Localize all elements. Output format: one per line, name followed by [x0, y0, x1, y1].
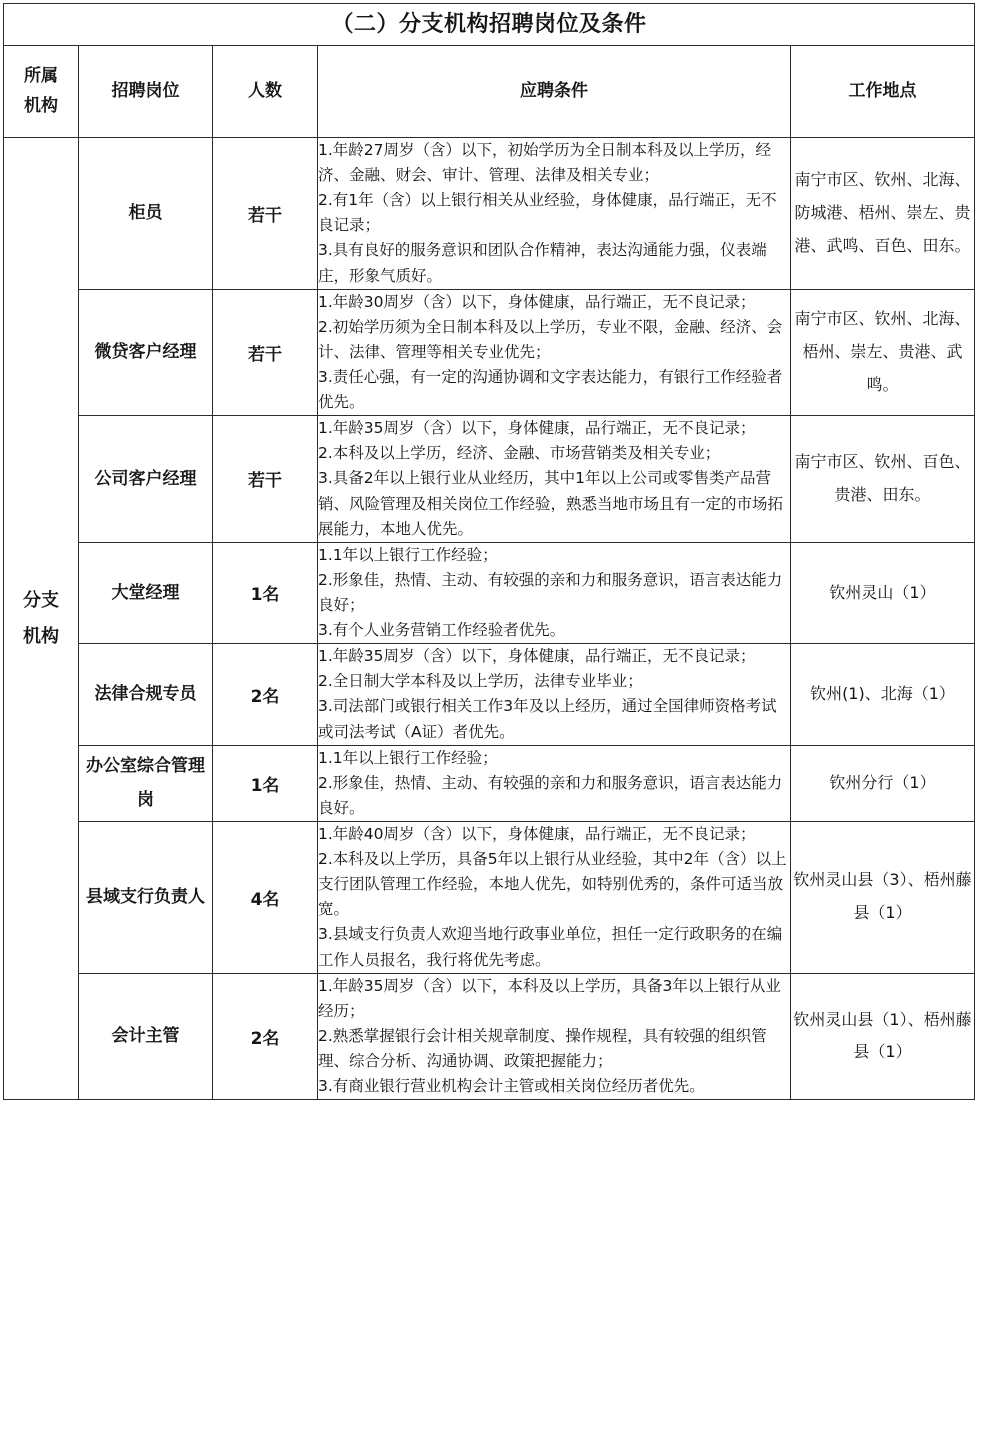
position-name: 会计主管: [79, 973, 213, 1100]
requirement-line: 1.年龄35周岁（含）以下，本科及以上学历，具备3年以上银行从业经历；: [318, 976, 781, 1020]
position-location: 南宁市区、钦州、北海、梧州、崇左、贵港、武鸣。: [791, 289, 975, 416]
title-row: [4, 4, 975, 46]
table-row: [4, 542, 975, 643]
requirement-line: 2.本科及以上学历，具备5年以上银行从业经验，其中2年（含）以上支行团队管理工作经验，本地人优先，如特别优秀的，条件可适当放宽。: [318, 850, 787, 919]
column-header-position: 招聘岗位: [79, 46, 213, 138]
table-row: [4, 821, 975, 973]
table-row: [4, 644, 975, 745]
position-count: 1名: [213, 542, 318, 643]
requirement-line: 1.年龄30周岁（含）以下，身体健康，品行端正，无不良记录；: [318, 292, 756, 311]
position-location: 钦州灵山（1）: [791, 542, 975, 643]
requirement-line: 2.熟悉掌握银行会计相关规章制度、操作规程，具有较强的组织管理、综合分析、沟通协调、政策把握能力；: [318, 1026, 767, 1070]
requirement-line: 3.具有良好的服务意识和团队合作精神，表达沟通能力强，仪表端庄，形象气质好。: [318, 241, 767, 285]
position-count: 1名: [213, 745, 318, 821]
requirement-line: 1.1年以上银行工作经验；: [318, 748, 498, 767]
position-location: 钦州灵山县（3）、梧州藤县（1）: [791, 821, 975, 973]
position-location: 南宁市区、钦州、北海、防城港、梧州、崇左、贵港、武鸣、百色、田东。: [791, 138, 975, 290]
position-location: 钦州灵山县（1）、梧州藤县（1）: [791, 973, 975, 1100]
column-header-requirements: 应聘条件: [318, 46, 791, 138]
requirement-line: 1.年龄27周岁（含）以下，初始学历为全日制本科及以上学历，经济、金融、财会、审计、管理、法律及相关专业；: [318, 141, 772, 185]
position-requirements: [318, 821, 791, 973]
org-merged-cell: 分支 机构: [4, 138, 79, 1100]
requirement-line: 1.年龄40周岁（含）以下，身体健康，品行端正，无不良记录；: [318, 824, 756, 843]
position-location: 钦州分行（1）: [791, 745, 975, 821]
position-name: 法律合规专员: [79, 644, 213, 745]
position-count: 4名: [213, 821, 318, 973]
table-row: [4, 138, 975, 290]
position-count: 若干: [213, 289, 318, 416]
position-location: 南宁市区、钦州、百色、贵港、田东。: [791, 416, 975, 543]
position-count: 若干: [213, 138, 318, 290]
position-count: 2名: [213, 644, 318, 745]
position-count: 2名: [213, 973, 318, 1100]
requirement-line: 3.司法部门或银行相关工作3年及以上经历，通过全国律师资格考试或司法考试（A证）者优先。: [318, 697, 777, 741]
position-requirements: [318, 644, 791, 745]
position-name: 办公室综合管理岗: [79, 745, 213, 821]
position-requirements: [318, 745, 791, 821]
position-location: 钦州(1)、北海（1）: [791, 644, 975, 745]
table-row: [4, 416, 975, 543]
requirement-line: 3.责任心强，有一定的沟通协调和文字表达能力，有银行工作经验者优先。: [318, 367, 783, 412]
table-row: [4, 973, 975, 1100]
position-name: 县域支行负责人: [79, 821, 213, 973]
requirement-line: 1.年龄35周岁（含）以下，身体健康，品行端正，无不良记录；: [318, 647, 756, 666]
requirement-line: 1.年龄35周岁（含）以下，身体健康，品行端正，无不良记录；: [318, 419, 756, 438]
column-header-location: 工作地点: [791, 46, 975, 138]
column-header-org: 所属 机构: [4, 46, 79, 138]
requirement-line: 3.具备2年以上银行业从业经历，其中1年以上公司或零售类产品营销、风险管理及相关岗位工作经验，熟悉当地市场且有一定的市场拓展能力，本地人优先。: [318, 469, 784, 538]
position-name: 柜员: [79, 138, 213, 290]
position-count: 若干: [213, 416, 318, 543]
position-requirements: [318, 973, 791, 1100]
position-name: 公司客户经理: [79, 416, 213, 543]
requirement-line: 2.有1年（含）以上银行相关从业经验，身体健康，品行端正，无不良记录；: [318, 191, 777, 235]
requirement-line: 3.有商业银行营业机构会计主管或相关岗位经历者优先。: [318, 1077, 705, 1096]
column-header-count: 人数: [213, 46, 318, 138]
requirement-line: 2.全日制大学本科及以上学历，法律专业毕业；: [318, 672, 643, 691]
position-requirements: [318, 542, 791, 643]
position-name: 大堂经理: [79, 542, 213, 643]
requirement-line: 2.本科及以上学历，经济、金融、市场营销类及相关专业；: [318, 444, 721, 463]
requirement-line: 3.县域支行负责人欢迎当地行政事业单位，担任一定行政职务的在编工作人员报名，我行将优先考虑。: [318, 925, 783, 969]
requirement-line: 2.初始学历须为全日制本科及以上学历，专业不限，金融、经济、会计、法律、管理等相关专业优先；: [318, 317, 783, 361]
position-requirements: [318, 416, 791, 543]
table-row: [4, 289, 975, 416]
requirement-line: 2.形象佳，热情、主动、有较强的亲和力和服务意识，语言表达能力良好。: [318, 773, 783, 817]
requirement-line: 2.形象佳，热情、主动、有较强的亲和力和服务意识，语言表达能力良好；: [318, 570, 783, 614]
requirement-line: 1.1年以上银行工作经验；: [318, 545, 498, 564]
table-row: [4, 745, 975, 821]
recruitment-table: [3, 3, 975, 1100]
position-requirements: [318, 138, 791, 290]
page-title: （二）分支机构招聘岗位及条件: [4, 4, 975, 46]
position-requirements: [318, 289, 791, 416]
header-row: [4, 46, 975, 138]
position-name: 微贷客户经理: [79, 289, 213, 416]
requirement-line: 3.有个人业务营销工作经验者优先。: [318, 621, 566, 640]
